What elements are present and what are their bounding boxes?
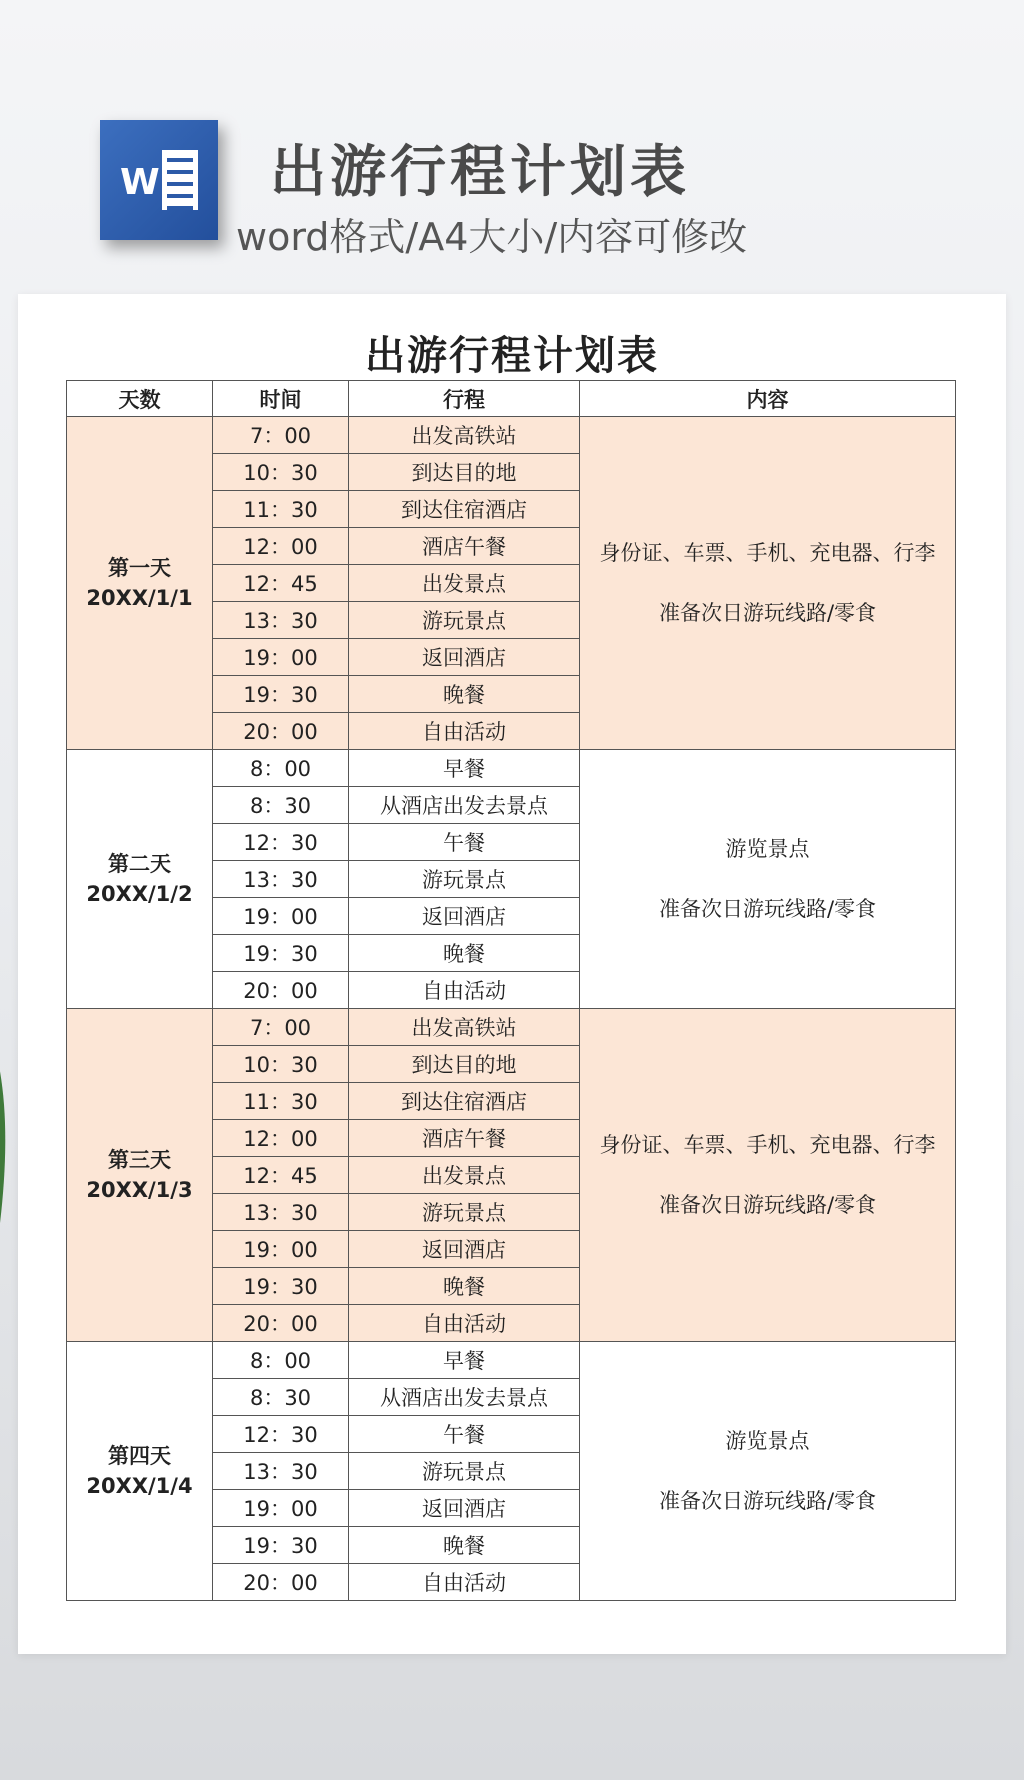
time-cell: 13：30	[213, 861, 349, 898]
time-cell: 12：45	[213, 565, 349, 602]
column-header-itinerary: 行程	[349, 381, 580, 417]
content-line: 游览景点	[725, 837, 810, 861]
itinerary-table	[66, 380, 956, 1601]
itinerary-cell: 晚餐	[349, 935, 580, 972]
time-cell: 8：00	[213, 750, 349, 787]
table-row	[67, 417, 956, 454]
time-cell: 10：30	[213, 1046, 349, 1083]
itinerary-cell: 出发高铁站	[349, 417, 580, 454]
itinerary-cell: 早餐	[349, 1342, 580, 1379]
day-label: 第四天	[108, 1444, 171, 1468]
time-cell: 12：00	[213, 528, 349, 565]
content-line: 身份证、车票、手机、充电器、行李	[599, 541, 936, 565]
itinerary-cell: 自由活动	[349, 972, 580, 1009]
day-label: 第一天	[108, 556, 171, 580]
content-cell	[580, 750, 956, 1009]
day-date: 20XX/1/3	[86, 1178, 193, 1202]
time-cell: 19：00	[213, 898, 349, 935]
content-spacer	[580, 1456, 955, 1486]
itinerary-cell: 返回酒店	[349, 898, 580, 935]
itinerary-cell: 游玩景点	[349, 602, 580, 639]
table-row	[67, 1009, 956, 1046]
time-cell: 12：00	[213, 1120, 349, 1157]
document-title: 出游行程计划表	[365, 333, 659, 379]
content-line: 身份证、车票、手机、充电器、行李	[599, 1133, 936, 1157]
table-row	[67, 750, 956, 787]
itinerary-cell: 晚餐	[349, 1268, 580, 1305]
time-cell: 20：00	[213, 713, 349, 750]
itinerary-cell: 出发高铁站	[349, 1009, 580, 1046]
time-cell: 11：30	[213, 491, 349, 528]
content-spacer	[580, 568, 955, 598]
time-cell: 13：30	[213, 1194, 349, 1231]
content-cell	[580, 417, 956, 750]
day-cell	[67, 750, 213, 1009]
time-cell: 20：00	[213, 972, 349, 1009]
promo-header	[0, 0, 1024, 290]
itinerary-cell: 游玩景点	[349, 861, 580, 898]
content-spacer	[580, 864, 955, 894]
content-line: 准备次日游玩线路/零食	[658, 897, 877, 921]
column-header-day: 天数	[67, 381, 213, 417]
column-header-time: 时间	[213, 381, 349, 417]
document-page	[18, 294, 1006, 1654]
time-cell: 20：00	[213, 1564, 349, 1601]
itinerary-cell: 游玩景点	[349, 1194, 580, 1231]
word-icon-lines	[162, 150, 198, 210]
time-cell: 12：45	[213, 1157, 349, 1194]
itinerary-cell: 出发景点	[349, 565, 580, 602]
itinerary-cell: 到达目的地	[349, 1046, 580, 1083]
content-line: 游览景点	[725, 1429, 810, 1453]
time-cell: 13：30	[213, 602, 349, 639]
table-row	[67, 1342, 956, 1379]
plant-leaf-decoration	[0, 990, 20, 1290]
itinerary-cell: 酒店午餐	[349, 528, 580, 565]
day-date: 20XX/1/1	[86, 586, 193, 610]
time-cell: 19：30	[213, 1527, 349, 1564]
content-line: 准备次日游玩线路/零食	[658, 601, 877, 625]
time-cell: 19：00	[213, 639, 349, 676]
word-document-icon	[100, 120, 218, 240]
day-date: 20XX/1/4	[86, 1474, 193, 1498]
header-subtitle: word格式/A4大小/内容可修改	[236, 215, 748, 259]
itinerary-cell: 自由活动	[349, 1305, 580, 1342]
day-label: 第三天	[108, 1148, 171, 1172]
itinerary-cell: 返回酒店	[349, 1490, 580, 1527]
day-cell	[67, 1342, 213, 1601]
content-line: 准备次日游玩线路/零食	[658, 1489, 877, 1513]
content-cell	[580, 1009, 956, 1342]
itinerary-cell: 午餐	[349, 824, 580, 861]
time-cell: 7：00	[213, 1009, 349, 1046]
time-cell: 19：30	[213, 1268, 349, 1305]
itinerary-cell: 游玩景点	[349, 1453, 580, 1490]
time-cell: 7：00	[213, 417, 349, 454]
column-header-content: 内容	[580, 381, 956, 417]
time-cell: 8：30	[213, 1379, 349, 1416]
time-cell: 12：30	[213, 824, 349, 861]
itinerary-body	[67, 417, 956, 1601]
time-cell: 19：00	[213, 1231, 349, 1268]
itinerary-cell: 返回酒店	[349, 639, 580, 676]
day-label: 第二天	[108, 852, 171, 876]
time-cell: 19：30	[213, 935, 349, 972]
time-cell: 8：30	[213, 787, 349, 824]
day-date: 20XX/1/2	[86, 882, 193, 906]
content-line: 准备次日游玩线路/零食	[658, 1193, 877, 1217]
itinerary-cell: 从酒店出发去景点	[349, 787, 580, 824]
time-cell: 20：00	[213, 1305, 349, 1342]
itinerary-cell: 出发景点	[349, 1157, 580, 1194]
time-cell: 10：30	[213, 454, 349, 491]
itinerary-cell: 返回酒店	[349, 1231, 580, 1268]
time-cell: 19：30	[213, 676, 349, 713]
day-cell	[67, 417, 213, 750]
word-icon-letter: W	[120, 162, 160, 203]
itinerary-cell: 酒店午餐	[349, 1120, 580, 1157]
itinerary-cell: 到达住宿酒店	[349, 1083, 580, 1120]
itinerary-cell: 到达住宿酒店	[349, 491, 580, 528]
time-cell: 8：00	[213, 1342, 349, 1379]
content-spacer	[580, 1160, 955, 1190]
time-cell: 19：00	[213, 1490, 349, 1527]
itinerary-cell: 晚餐	[349, 1527, 580, 1564]
itinerary-cell: 午餐	[349, 1416, 580, 1453]
time-cell: 13：30	[213, 1453, 349, 1490]
time-cell: 11：30	[213, 1083, 349, 1120]
day-cell	[67, 1009, 213, 1342]
itinerary-cell: 自由活动	[349, 713, 580, 750]
time-cell: 12：30	[213, 1416, 349, 1453]
itinerary-cell: 到达目的地	[349, 454, 580, 491]
itinerary-cell: 早餐	[349, 750, 580, 787]
itinerary-cell: 从酒店出发去景点	[349, 1379, 580, 1416]
itinerary-cell: 自由活动	[349, 1564, 580, 1601]
content-cell	[580, 1342, 956, 1601]
itinerary-cell: 晚餐	[349, 676, 580, 713]
header-title: 出游行程计划表	[270, 140, 690, 205]
table-header-row	[67, 381, 956, 417]
